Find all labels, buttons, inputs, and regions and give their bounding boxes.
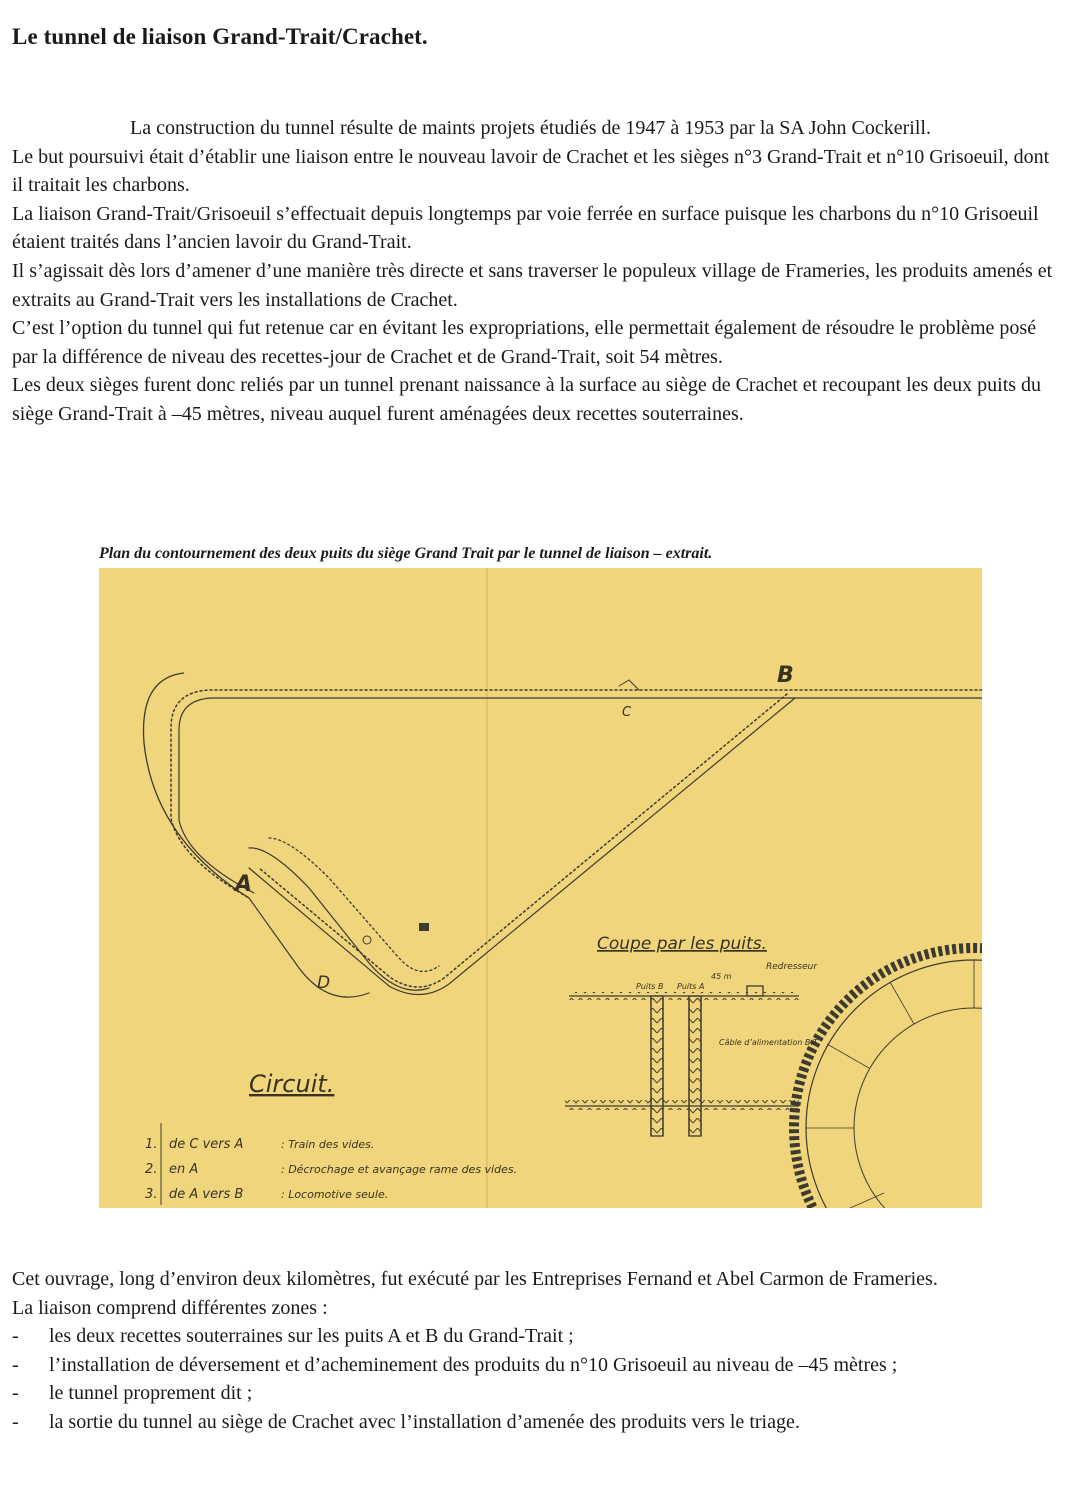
figure-caption: Plan du contournement des deux puits du siège Grand Trait par le tunnel de liaison – extrait. (99, 545, 713, 562)
label-point-b: B (777, 663, 794, 688)
list-item-text: le tunnel proprement dit ; (49, 1382, 253, 1405)
label-puits-b: Puits B (636, 982, 664, 991)
label-level: 45 m (711, 972, 732, 981)
list-item-text: la sortie du tunnel au siège de Crachet avec l’installation d’amenée des produits vers le triage. (49, 1410, 800, 1433)
paragraph: C’est l’option du tunnel qui fut retenue car en évitant les expropriations, elle permettait également de résoudre le problème posé par la différence de niveau des recettes-jour de Crachet et de Grand-Trait, soit 54 mètres. (12, 317, 1037, 368)
page-title: Le tunnel de liaison Grand-Trait/Crachet. (12, 24, 428, 49)
circuit-desc: : Train des vides. (281, 1138, 375, 1151)
dash: - (12, 1382, 19, 1405)
label-redresseur: Redresseur (766, 962, 818, 972)
circuit-num: 2. (145, 1162, 158, 1177)
circuit-route: de C vers A (169, 1137, 244, 1152)
circuit-desc: : Locomotive seule. (281, 1188, 389, 1201)
label-point-c: C (622, 705, 632, 720)
list-item (12, 1379, 1064, 1408)
dash: - (12, 1410, 19, 1433)
list-item (12, 1322, 1064, 1351)
label-point-d: D (317, 973, 331, 993)
circuit-desc: : Décrochage et avançage rame des vides. (281, 1163, 518, 1176)
paragraph: Les deux sièges furent donc reliés par un tunnel prenant naissance à la surface au siège de Crachet et recoupant les deux puits du siège Grand-Trait à –45 mètres, niveau auquel furent aménagées deux recettes souterraines. (12, 374, 1042, 425)
paragraph: Cet ouvrage, long d’environ deux kilomètres, fut exécuté par les Entreprises Fernand et Abel Carmon de Frameries. (12, 1268, 938, 1290)
dash: - (12, 1353, 19, 1376)
coupe-title: Coupe par les puits. (597, 934, 767, 954)
label-puits-a: Puits A (677, 982, 705, 991)
paragraph: Le but poursuivi était d’établir une liaison entre le nouveau lavoir de Crachet et les sièges n°3 Grand-Trait et n°10 Grisoeuil, dont il traitait les charbons. (12, 145, 1050, 197)
list-item (12, 1408, 1064, 1437)
label-point-a: A (235, 872, 253, 897)
paragraph: La construction du tunnel résulte de maints projets étudiés de 1947 à 1953 par la SA John Cockerill. (130, 117, 931, 139)
circuit-route: de A vers B (169, 1187, 244, 1202)
zones-list (12, 1322, 1064, 1436)
circuit-num: 3. (145, 1187, 158, 1202)
label-cable: Câble d’alimentation B.T. (719, 1038, 820, 1047)
list-item (12, 1351, 1064, 1380)
list-item-text: l’installation de déversement et d’acheminement des produits du n°10 Grisoeuil au niveau de –45 mètres ; (49, 1353, 898, 1376)
paragraph: Il s’agissait dès lors d’amener d’une manière très directe et sans traverser le populeux village de Frameries, les produits amenés et extraits au Grand-Trait vers les installations de Crachet. (12, 259, 1053, 311)
tunnel-plan-figure (99, 568, 982, 1208)
circuit-num: 1. (145, 1137, 158, 1152)
list-item-text: les deux recettes souterraines sur les puits A et B du Grand-Trait ; (49, 1325, 574, 1348)
conclusion-text (12, 1265, 1064, 1437)
circuit-title: Circuit. (249, 1070, 335, 1098)
dash: - (12, 1325, 19, 1348)
intro-text (12, 114, 1064, 429)
circuit-route: en A (169, 1162, 199, 1177)
paragraph: La liaison comprend différentes zones : (12, 1296, 328, 1319)
paragraph: La liaison Grand-Trait/Grisoeuil s’effectuait depuis longtemps par voie ferrée en surface puisque les charbons du n°10 Grisoeuil étaient traités dans l’ancien lavoir du Grand-Trait. (12, 202, 1039, 254)
